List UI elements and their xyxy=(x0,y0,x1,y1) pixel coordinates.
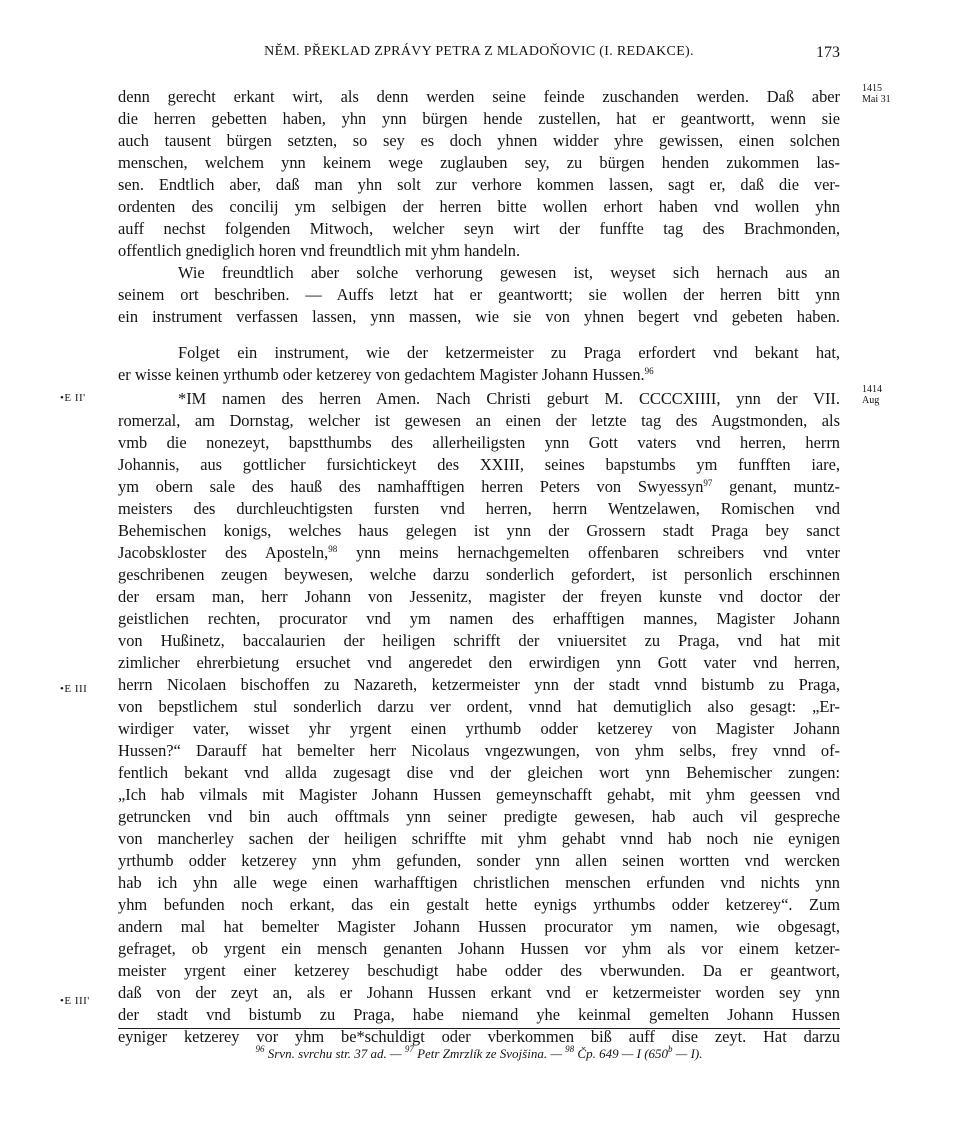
heading-line: er wisse keinen yrthumb oder ketzerey von gedachtem Magister Johann Hussen.$^{96}$ xyxy=(118,365,654,384)
text-line: meisters des durchleuchtigsten fursten vnd herren, herrn Wentzelawen, Romischen vnd xyxy=(118,499,840,518)
paragraph-2 xyxy=(118,262,840,328)
paragraph-1 xyxy=(118,86,840,262)
footnote-text-96: Srvn. svrchu str. 37 ad. — xyxy=(264,1046,405,1061)
footnote-ref-96: 96 xyxy=(644,366,654,376)
text-line: hab ich yhn alle wege einen warhafftigen christlichen menschen erfunden vnd nichts ynn xyxy=(118,873,840,892)
text-line: der ersam man, herr Johann von Jessenitz, magister der freyen kunste vnd doctor der xyxy=(118,587,840,606)
footnote-ref-97: 97 xyxy=(703,478,713,488)
text-line: Hussen?“ Darauff hat bemelter herr Nicolaus vngezwungen, von yhm selbs, frey vnnd of- xyxy=(118,741,840,760)
section-heading xyxy=(118,342,840,386)
footnote-number-98: 98 xyxy=(565,1044,575,1054)
paragraph-3 xyxy=(118,388,840,1048)
footnotes xyxy=(118,1046,840,1062)
text-line: der stadt vnd bistumb zu Praga, habe niemand yhe keinmal gemelten Johann Hussen xyxy=(118,1005,840,1024)
footnote-number-97: 97 xyxy=(404,1044,414,1054)
text-line: ordenten des concilij ym selbigen der herren bitte wollen erhort haben vnd wollen yhn xyxy=(118,197,840,216)
text-line: ym obern sale des hauß des namhafftigen herren Peters von Swyessyn$^{97}$ genant, muntz- xyxy=(118,477,840,496)
text-line: Johannis, aus gottlicher fursichtickeyt des XXIII, seines bapstumbs ym funfften iare, xyxy=(118,455,840,474)
text-line: zimlicher ehrerbietung ersuchet vnd angeredet den erwirdigen ynn Gott vater vnd herren, xyxy=(118,653,840,672)
text-line: sen. Endtlich aber, daß man yhn solt zur verhore kommen lassen, sagt er, daß die ver- xyxy=(118,175,840,194)
text-line: daß von der zeyt an, als er Johann Hussen erkant vnd er ketzermeister worden sey ynn xyxy=(118,983,840,1002)
text-line: yhm befunden noch erkant, das ein gestalt hette eynigs yrthumbs odder ketzerey“. Zum xyxy=(118,895,840,914)
page-number: 173 xyxy=(816,44,840,61)
text-line: meister yrgent einer ketzerey beschudigt habe odder des vberwunden. Da er geantwort, xyxy=(118,961,840,980)
text-line: seinem ort beschriben. — Auffs letzt hat er geantwortt; sie wollen der herren bitt ynn xyxy=(118,285,840,304)
text-line: romerzal, am Dornstag, welcher ist gewesen an einen der letzte tag des Augstmonden, als xyxy=(118,411,840,430)
text-line: getruncken vnd bin auch offtmals ynn seiner predigte gewesen, hab auch vil gespreche xyxy=(118,807,840,826)
text-line: eyniger ketzerey vor yhm be*schuldigt oder vberkommen biß auff dise zeyt. Hat darzu xyxy=(118,1027,840,1046)
text-line: „Ich hab vilmals mit Magister Johann Hussen gemeynschafft gehabt, mit yhm geessen vnd xyxy=(118,785,840,804)
footnote-text-98: Čp. 649 — I (650 xyxy=(574,1046,669,1061)
footnote-superscript-b: b xyxy=(668,1044,673,1054)
signature-mark-2: •E III xyxy=(60,683,88,695)
text-line: vmb die nonezeyt, bapstthumbs des allerheiligsten ynn Gott vaters vnd herren, herrn xyxy=(118,433,840,452)
text-line: *IM namen des herren Amen. Nach Christi geburt M. CCCCXIIII, ynn der VII. xyxy=(178,389,840,408)
text-line: andern mal hat bemelter Magister Johann Hussen procurator ym namen, wie obgesagt, xyxy=(118,917,840,936)
text-line: auch tausent bürgen setzten, so sey es doch yhnen widder yhre gewissen, einen solchen xyxy=(118,131,840,150)
footnote-text-97: Petr Zmrzlík ze Svojšina. — xyxy=(413,1046,566,1061)
margin-date-month: Aug xyxy=(862,395,880,406)
text-line: von bepstlichem stul sonderlich darzu ver ordent, vnnd hat demutiglich also gesagt: „Er- xyxy=(118,697,840,716)
text-line: von mancherley sachen der heiligen schriffte mit yhm gehabt vnnd hab noch nie eynigen xyxy=(118,829,840,848)
running-title: NĚM. PŘEKLAD ZPRÁVY PETRA Z MLADOŇOVIC (I. REDAKCE). xyxy=(264,44,694,59)
text-line: denn gerecht erkant wirt, als denn werden seine feinde zuschanden werden. Daß aber xyxy=(118,87,840,106)
text-line: geschribenen zeugen beywesen, welche darzu sonderlich gefordert, ist personlich erschinnen xyxy=(118,565,840,584)
text-line: menschen, welchem ynn keinem wege zuglauben sey, zu bürgen henden zukommen las- xyxy=(118,153,840,172)
footnote-rule xyxy=(118,1028,840,1029)
text-line: wirdiger vater, wisset yhr yrgent einen yrthumb odder ketzerey von Magister Johann xyxy=(118,719,840,738)
margin-date-1415 xyxy=(862,83,891,105)
margin-date-year: 1415 xyxy=(862,83,882,94)
footnote-number-96: 96 xyxy=(255,1044,265,1054)
text-line: geistlichen rechten, procurator vnd ym namen des erhafftigen mannes, Magister Johann xyxy=(118,609,840,628)
text-line: yrthumb odder ketzerey ynn yhm gefunden, sonder ynn allen seinen wortten vnd wercken xyxy=(118,851,840,870)
text-line: offentlich gnediglich horen vnd freundtlich mit yhm handeln. xyxy=(118,241,521,260)
running-head xyxy=(118,44,840,68)
footnote-ref-98: 98 xyxy=(328,544,338,554)
text-line: Behemischen konigs, welches haus gelegen ist ynn der Grossern stadt Praga bey sanct xyxy=(118,521,840,540)
text-line: Wie freundtlich aber solche verhorung gewesen ist, weyset sich hernach aus an xyxy=(178,263,840,282)
margin-date-day: Mai 31 xyxy=(862,94,891,105)
text-line: gefraget, ob yrgent ein mensch genanten Johann Hussen vor yhm als vor einem ketzer- xyxy=(118,939,840,958)
text-line: die herren gebetten haben, yhn ynn bürgen hende zustellen, hat er geantwortt, wenn sie xyxy=(118,109,840,128)
text-line: herrn Nicolaen bischoffen zu Nazareth, ketzermeister ynn der stadt vnnd bistumb zu Praga, xyxy=(118,675,840,694)
footnote-text-98-end: — I). xyxy=(672,1046,703,1061)
margin-date-1414 xyxy=(862,384,882,406)
heading-line: Folget ein instrument, wie der ketzermeister zu Praga erfordert vnd bekant hat, xyxy=(178,343,840,362)
signature-mark-1: •E II' xyxy=(60,392,86,404)
signature-mark-3: •E III' xyxy=(60,995,90,1007)
text-line: fentlich bekant vnd allda zugesagt dise vnd der gleichen wort ynn Behemischer zungen: xyxy=(118,763,840,782)
margin-date-year: 1414 xyxy=(862,384,882,395)
text-line: ein instrument verfassen lassen, ynn massen, wie sie von yhnen begert vnd gebeten haben. xyxy=(118,307,840,326)
text-line: Jacobskloster des Aposteln,$^{98}$ ynn meins hernachgemelten offenbaren schreibers vnd vnter xyxy=(118,543,840,562)
text-line: auff nechst folgenden Mitwoch, welcher seyn wirt der funffte tag des Brachmonden, xyxy=(118,219,840,238)
text-line: von Hußinetz, baccalaurien der heiligen schrifft der vniuersitet zu Praga, vnd hat mit xyxy=(118,631,840,650)
